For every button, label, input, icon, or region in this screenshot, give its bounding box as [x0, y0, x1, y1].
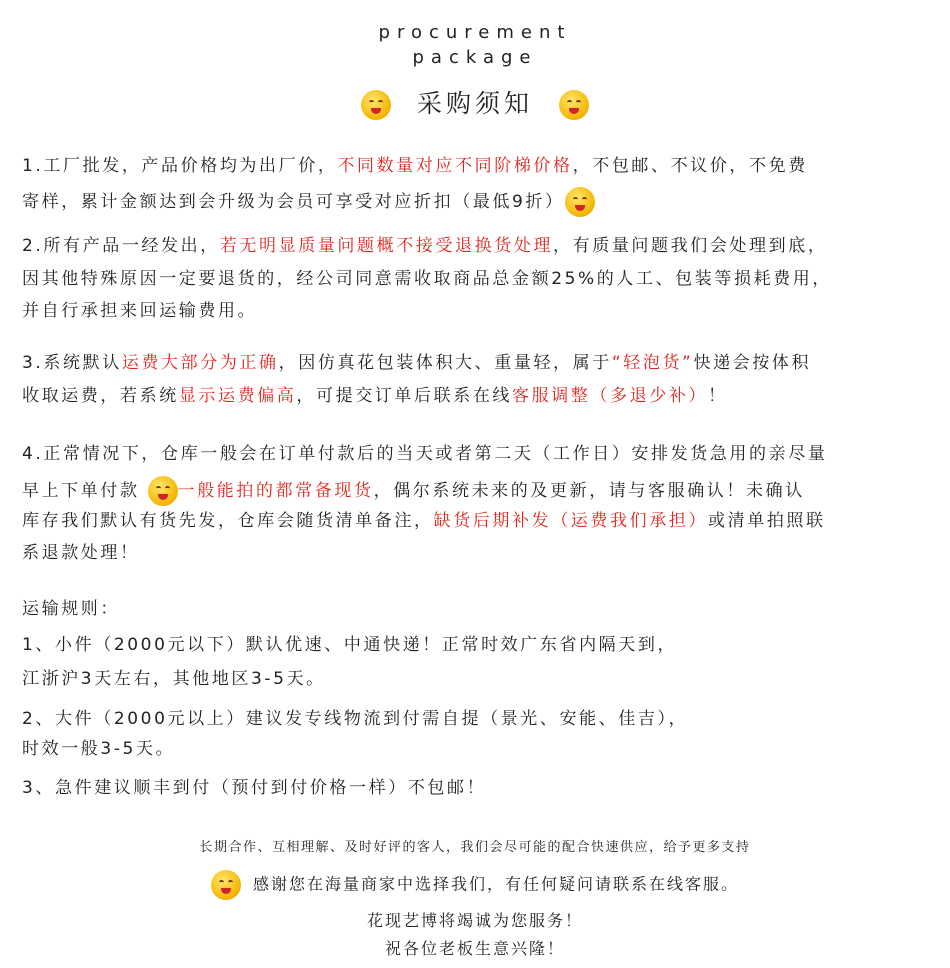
- highlight-text: 运费大部分为正确: [121, 353, 279, 373]
- notice-line: [22, 668, 326, 690]
- title-cn: 采购须知: [416, 89, 533, 118]
- footer-line-1: 长期合作、互相理解、及时好评的客人，我们会尽可能的配合快速供应，给予更多支持: [199, 840, 751, 855]
- text-segment: 3.系统默认: [22, 353, 122, 373]
- notice-line: [22, 268, 832, 290]
- text-segment: ，不包邮、不议价，不免费: [572, 156, 808, 176]
- notice-line: [22, 510, 826, 532]
- text-segment: 1、小件（2000元以下）默认优速、中通快递！正常时效广东省内隔天到，: [22, 635, 678, 655]
- text-segment: 寄样，累计金额达到会升级为会员可享受对应折扣（最低9折）: [22, 192, 565, 212]
- text-segment: 3、急件建议顺丰到付（预付到付价格一样）不包邮！: [22, 778, 487, 798]
- text-segment: 并自行承担来回运输费用。: [22, 301, 258, 321]
- text-segment: 江浙沪3天左右，其他地区3-5天。: [22, 669, 326, 689]
- notice-line: [22, 385, 728, 407]
- notice-line: [22, 443, 827, 465]
- highlight-text: 客服调整（多退少补）: [512, 386, 709, 406]
- text-segment: ，偶尔系统未来的及更新，请与客服确认！未确认: [373, 481, 805, 501]
- page-title: [0, 84, 950, 120]
- text-segment: 系退款处理！: [22, 543, 140, 563]
- notice-line: [22, 542, 140, 564]
- title-en-1: procurement: [378, 22, 572, 43]
- text-segment: ，可提交订单后联系在线: [296, 386, 513, 406]
- emoji-icon: [211, 870, 241, 900]
- text-segment: 时效一般3-5天。: [22, 739, 176, 759]
- notice-line: [22, 187, 595, 217]
- highlight-text: 缺货后期补发（运费我们承担）: [433, 511, 709, 531]
- text-segment: 1.工厂批发，产品价格均为出厂价，: [22, 156, 338, 176]
- text-segment: ，有质量问题我们会处理到底，: [553, 236, 828, 256]
- text-segment: 4.正常情况下，仓库一般会在订单付款后的当天或者第二天（工作日）安排发货急用的亲尽量: [22, 444, 828, 464]
- footer-line-3: 花现艺博将竭诚为您服务！: [366, 911, 583, 930]
- footer-line-2: [0, 870, 950, 900]
- notice-line: [22, 708, 688, 730]
- text-segment: 快递会按体积: [693, 353, 812, 373]
- text-segment: 收取运费，若系统: [22, 386, 179, 406]
- notice-line: [22, 738, 175, 760]
- notice-line: [22, 476, 805, 506]
- text-segment: 运输规则：: [22, 599, 120, 619]
- emoji-icon: [148, 476, 178, 506]
- notice-line: [22, 777, 486, 799]
- notice-line: [22, 155, 808, 177]
- text-segment: ！: [708, 386, 728, 406]
- text-segment: 2、大件（2000元以上）建议发专线物流到付需自提（景光、安能、佳吉），: [22, 709, 689, 729]
- footer-line-4: 祝各位老板生意兴隆！: [384, 939, 565, 958]
- notice-line: [22, 300, 257, 322]
- text-segment: ，因仿真花包装体积大、重量轻，属于: [278, 353, 612, 373]
- text-segment: 2.所有产品一经发出，: [22, 236, 220, 256]
- footer-thanks: 感谢您在海量商家中选择我们，有任何疑问请联系在线客服。: [252, 874, 739, 894]
- text-segment: 库存我们默认有货先发，仓库会随货清单备注，: [22, 511, 434, 531]
- emoji-icon: [559, 90, 589, 120]
- notice-line: [22, 235, 827, 257]
- title-en-2: package: [412, 47, 538, 68]
- emoji-icon: [565, 187, 595, 217]
- notice-line: [22, 634, 677, 656]
- text-segment: 早上下单付款: [22, 481, 148, 501]
- text-segment: 因其他特殊原因一定要退货的，经公司同意需收取商品总金额25%的人工、包装等损耗费用，: [22, 269, 832, 289]
- highlight-text: 不同数量对应不同阶梯价格: [337, 156, 573, 176]
- notice-line: [22, 352, 811, 374]
- highlight-text: 若无明显质量问题概不接受退换货处理: [219, 236, 554, 256]
- highlight-text: 显示运费偏高: [178, 386, 297, 406]
- notice-line: [22, 598, 120, 620]
- emoji-icon: [361, 90, 391, 120]
- highlight-text: “轻泡货”: [611, 353, 694, 373]
- text-segment: 或清单拍照联: [708, 511, 826, 531]
- highlight-text: 一般能拍的都常备现货: [177, 481, 374, 501]
